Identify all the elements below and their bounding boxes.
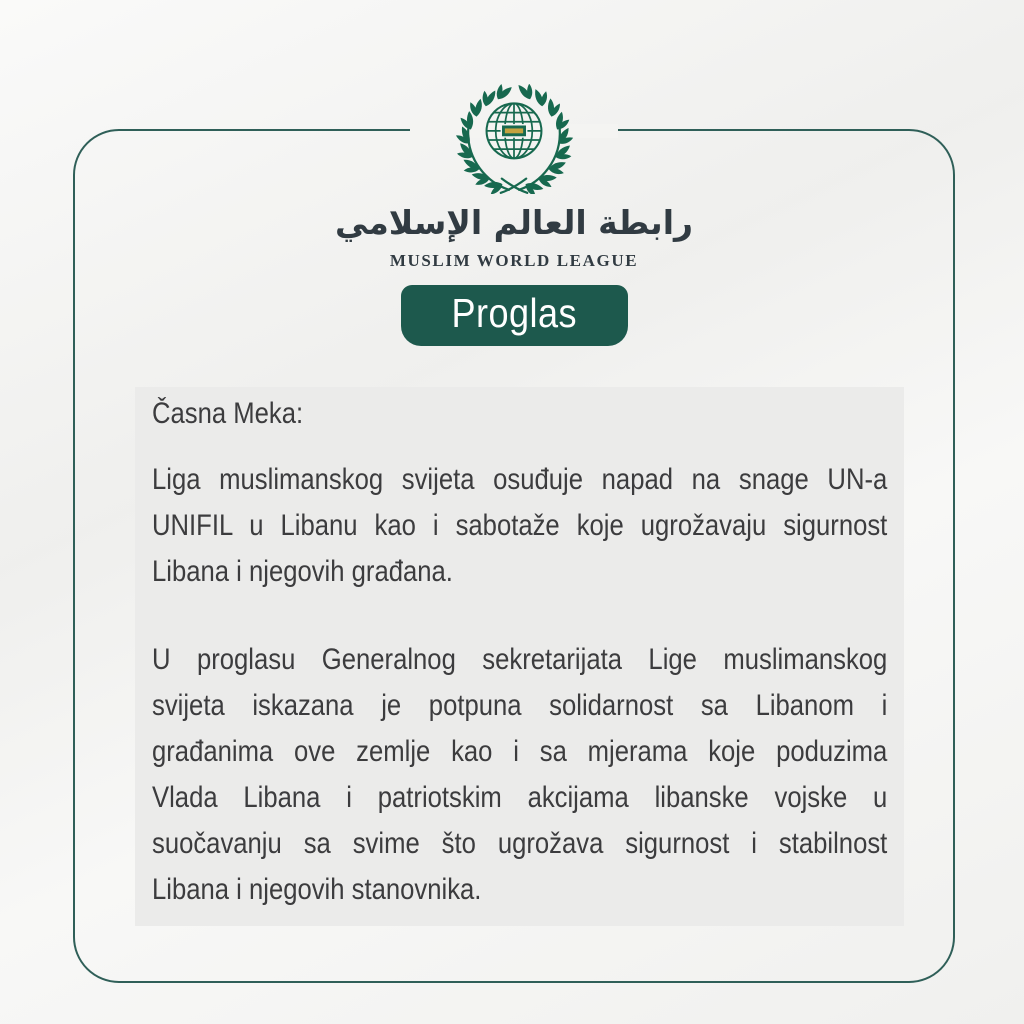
announcement-card xyxy=(73,129,955,983)
paragraph-line: U proglasu Generalnog sekretarijata Lige muslimanskog xyxy=(152,643,888,676)
paragraph-line: građanima ove zemlje kao i sa mjerama koje poduzima xyxy=(152,735,888,768)
paragraph-2 xyxy=(152,637,887,913)
paragraph-line: Libana i njegovih stanovnika. xyxy=(152,873,482,906)
proglas-badge-label: Proglas xyxy=(451,290,577,337)
paragraph-line: Libana i njegovih građana. xyxy=(152,555,453,588)
paragraph-line: suočavanju sa svime što ugrožava sigurnost i stabilnost xyxy=(152,827,888,860)
paragraph-line: svijeta iskazana je potpuna solidarnost sa Libanom i xyxy=(152,689,888,722)
paragraph-line: Vlada Libana i patriotskim akcijama libanske vojske u xyxy=(152,781,888,814)
proglas-badge xyxy=(401,285,628,346)
announcement-text xyxy=(152,391,887,913)
org-name-english: MUSLIM WORLD LEAGUE xyxy=(389,251,639,271)
org-name-arabic: رابطة العالم الإسلامي xyxy=(334,203,694,242)
salutation: Časna Meka: xyxy=(152,397,304,430)
announcement-text-panel xyxy=(135,387,904,926)
paragraph-line: Liga muslimanskog svijeta osuđuje napad na snage UN-a xyxy=(152,463,888,496)
paragraph-line: UNIFIL u Libanu kao i sabotaže koje ugrožavaju sigurnost xyxy=(152,509,888,542)
mwl-logo xyxy=(304,84,724,346)
laurel-wreath-globe-icon xyxy=(451,84,577,194)
paragraph-1 xyxy=(152,457,887,595)
